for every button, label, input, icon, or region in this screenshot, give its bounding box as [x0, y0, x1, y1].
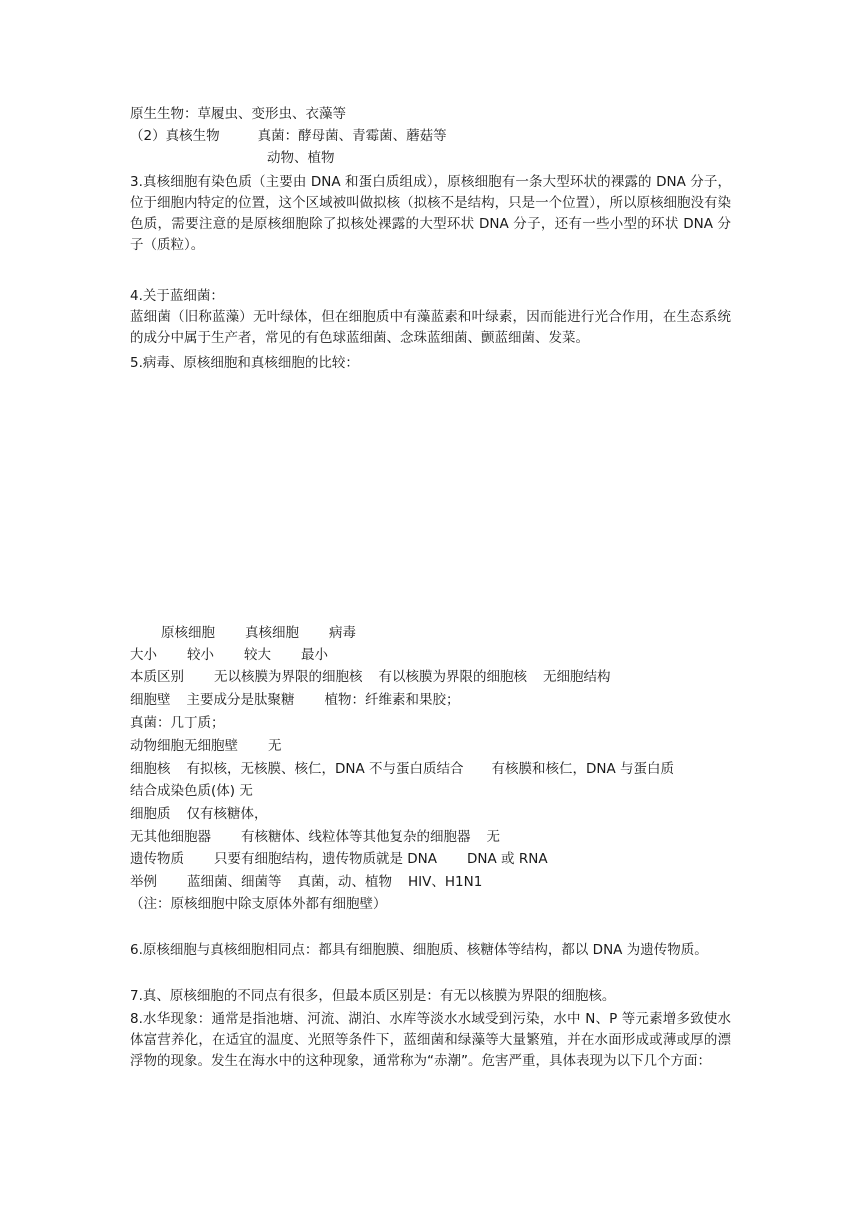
item5-title: 5.病毒、原核细胞和真核细胞的比较：: [130, 355, 359, 371]
example-virus: HIV、H1N1: [408, 874, 483, 890]
wall-row: [130, 690, 740, 711]
item6-paragraph: 6.原核细胞与真核细胞相同点：都具有细胞膜、细胞质、核糖体等结构，都以 DNA 为遗传物质。: [130, 942, 708, 958]
example-prokaryote: 蓝细菌、细菌等: [187, 874, 282, 890]
size-virus: 最小: [301, 647, 328, 663]
animal-plant-line: 动物、植物: [267, 150, 335, 166]
item4-title: 4.关于蓝细菌：: [130, 288, 224, 304]
header-eukaryote: 真核细胞: [245, 625, 299, 641]
genetic-row: [130, 849, 740, 870]
protist-line: 原生生物：草履虫、变形虫、衣藻等: [130, 106, 346, 122]
example-label: 举例: [130, 874, 157, 890]
essence-virus: 无细胞结构: [543, 669, 611, 685]
header-virus: 病毒: [329, 625, 356, 641]
essence-row: [130, 667, 740, 688]
essence-eukaryote: 有以核膜为界限的细胞核: [378, 669, 527, 685]
genetic-label: 遗传物质: [130, 851, 184, 867]
essence-prokaryote: 无以核膜为界限的细胞核: [214, 669, 363, 685]
nucleus-prokaryote: 有拟核，无核膜、核仁，DNA 不与蛋白质结合: [186, 761, 464, 777]
item4-paragraph: 蓝细菌（旧称蓝藻）无叶绿体，但在细胞质中有藻蓝素和叶绿素，因而能进行光合作用，在生态系统的成分中属于生产者，常见的有色球蓝细菌、念珠蓝细菌、颤蓝细菌、发菜。: [130, 309, 731, 346]
cytoplasm-row: [130, 804, 740, 825]
size-label: 大小: [130, 647, 157, 663]
nucleus-eukaryote: 有核膜和核仁，DNA 与蛋白质: [491, 761, 675, 777]
genetic-cell: 只要有细胞结构，遗传物质就是 DNA: [214, 851, 438, 867]
cytoplasm-other: 无其他细胞器: [130, 829, 211, 845]
cytoplasm-prokaryote: 仅有核糖体，: [186, 806, 268, 822]
item3-paragraph: 3.真核细胞有染色质（主要由 DNA 和蛋白质组成），原核细胞有一条大型环状的裸露的 DNA 分子，位于细胞内特定的位置，这个区域被叫做拟核（拟核不是结构，只是一个位置），所以原核细胞没有染色质，需要注意的是原核细胞除了拟核处裸露的大型环状 DNA 分子，还有一些小型的环状 DNA 分子（质粒）。: [130, 174, 731, 253]
wall-plant: 植物：纤维素和果胶；: [324, 692, 460, 708]
wall-animal-row: [130, 736, 740, 757]
wall-label: 细胞壁: [130, 692, 171, 708]
genetic-virus: DNA 或 RNA: [467, 851, 548, 867]
cytoplasm-virus: 无: [486, 829, 500, 845]
cytoplasm-eukaryote: 有核糖体、线粒体等其他复杂的细胞器: [241, 829, 471, 845]
nucleus-row: [130, 759, 740, 780]
wall-prokaryote: 主要成分是肽聚糖: [186, 692, 295, 708]
size-prokaryote: 较小: [187, 647, 214, 663]
size-eukaryote: 较大: [244, 647, 271, 663]
item7-paragraph: 7.真、原核细胞的不同点有很多，但最本质区别是：有无以核膜为界限的细胞核。: [130, 988, 616, 1004]
cytoplasm-cont-row: [130, 827, 740, 848]
comparison-header: [161, 623, 771, 644]
wall-fungi: 真菌：几丁质；: [130, 715, 225, 731]
essence-label: 本质区别: [130, 669, 184, 685]
eukaryote-label: （2）真核生物: [130, 128, 220, 144]
comparison-note: （注：原核细胞中除支原体外都有细胞壁）: [130, 896, 387, 912]
size-row: [130, 645, 740, 666]
example-row: [130, 872, 740, 893]
nucleus-cont: 结合成染色质(体) 无: [130, 783, 253, 799]
item8-paragraph: 8.水华现象：通常是指池塘、河流、湖泊、水库等淡水水域受到污染，水中 N、P 等元素增多致使水体富营养化，在适宜的温度、光照等条件下，蓝细菌和绿藻等大量繁殖，并在水面形成或薄或厚的漂浮物的现象。发生在海水中的这种现象，通常称为“赤潮”。危害严重，具体表现为以下几个方面：: [130, 1011, 731, 1069]
fungi-line: 真菌：酵母菌、青霉菌、蘑菇等: [257, 128, 447, 144]
cytoplasm-label: 细胞质: [130, 806, 171, 822]
header-prokaryote: 原核细胞: [161, 625, 215, 641]
example-eukaryote: 真菌，动、植物: [297, 874, 392, 890]
nucleus-label: 细胞核: [130, 761, 171, 777]
wall-animal: 动物细胞无细胞壁: [130, 738, 238, 754]
eukaryote-line: [130, 126, 740, 147]
wall-virus: 无: [268, 738, 282, 754]
